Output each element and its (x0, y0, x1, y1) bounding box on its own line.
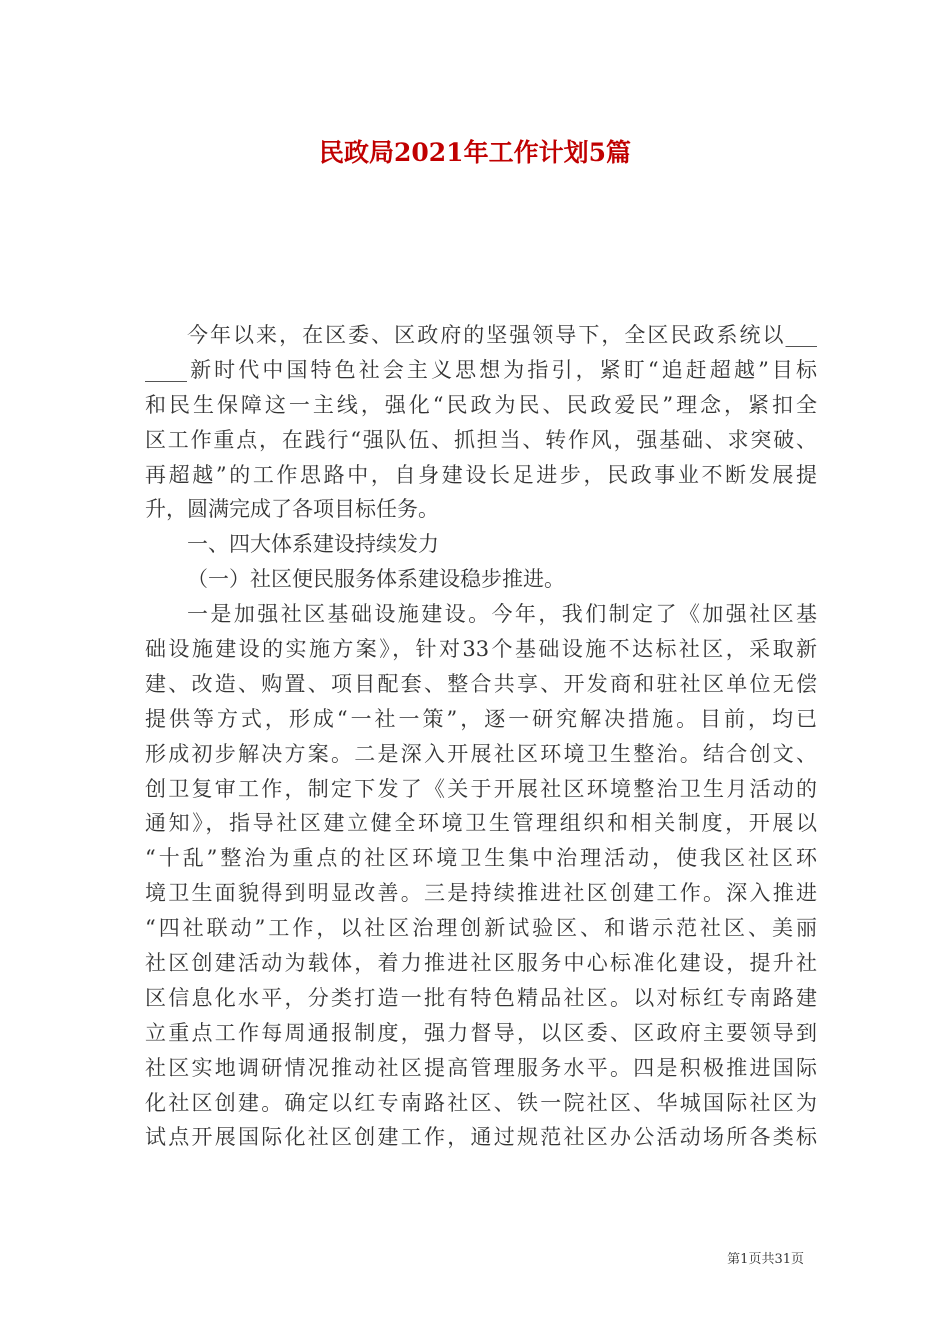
paragraph-line: 境卫生面貌得到明显改善。三是持续推进社区创建工作。深入推进 (145, 881, 817, 906)
paragraph-line: 建、改造、购置、项目配套、整合共享、开发商和驻社区单位无偿 (145, 671, 817, 696)
paragraph-line: 提供等方式，形成“一社一策”，逐一研究解决措施。目前，均已 (145, 706, 817, 731)
paragraph-line: “四社联动”工作，以社区治理创新试验区、和谐示范社区、美丽 (145, 916, 817, 941)
paragraph-line: 立重点工作每周通报制度，强力督导，以区委、区政府主要领导到 (145, 1020, 817, 1045)
paragraph-line: 础设施建设的实施方案》，针对33个基础设施不达标社区，采取新 (145, 637, 817, 662)
paragraph-line: 升，圆满完成了各项目标任务。 (145, 497, 439, 522)
paragraph-line: 通知》，指导社区建立健全环境卫生管理组织和相关制度，开展以 (145, 811, 817, 836)
paragraph-line: 创卫复审工作，制定下发了《关于开展社区环境整治卫生月活动的 (145, 776, 817, 801)
page-number-footer: 第1页共31页 (727, 1252, 804, 1267)
document-title: 民政局2021年工作计划5篇 (319, 138, 631, 167)
paragraph-line: 区工作重点，在践行“强队伍、抓担当、转作风，强基础、求突破、 (145, 427, 817, 452)
paragraph-line: 试点开展国际化社区创建工作，通过规范社区办公活动场所各类标 (145, 1125, 817, 1150)
paragraph-line: 社区实地调研情况推动社区提高管理服务水平。四是积极推进国际 (145, 1055, 817, 1080)
document-body (145, 318, 817, 1155)
paragraph-line: 化社区创建。确定以红专南路社区、铁一院社区、华城国际社区为 (145, 1090, 817, 1115)
paragraph-line: 一是加强社区基础设施建设。今年，我们制定了《加强社区基 (187, 602, 817, 627)
paragraph-line: 再超越”的工作思路中，自身建设长足进步，民政事业不断发展提 (145, 462, 817, 487)
paragraph-line: “十乱”整治为重点的社区环境卫生集中治理活动，使我区社区环 (145, 846, 817, 871)
subsection-heading: （一）社区便民服务体系建设稳步推进。 (187, 567, 565, 592)
section-heading: 一、四大体系建设持续发力 (187, 532, 439, 557)
paragraph-line: 区信息化水平，分类打造一批有特色精品社区。以对标红专南路建 (145, 985, 817, 1010)
paragraph-line: ____新时代中国特色社会主义思想为指引，紧盯“追赶超越”目标 (145, 357, 817, 382)
paragraph-line: 今年以来，在区委、区政府的坚强领导下，全区民政系统以___ (187, 323, 817, 347)
paragraph-line: 社区创建活动为载体，着力推进社区服务中心标准化建设，提升社 (145, 951, 817, 976)
paragraph-line: 和民生保障这一主线，强化“民政为民、民政爱民”理念，紧扣全 (145, 392, 817, 417)
paragraph-line: 形成初步解决方案。二是深入开展社区环境卫生整治。结合创文、 (145, 741, 817, 766)
